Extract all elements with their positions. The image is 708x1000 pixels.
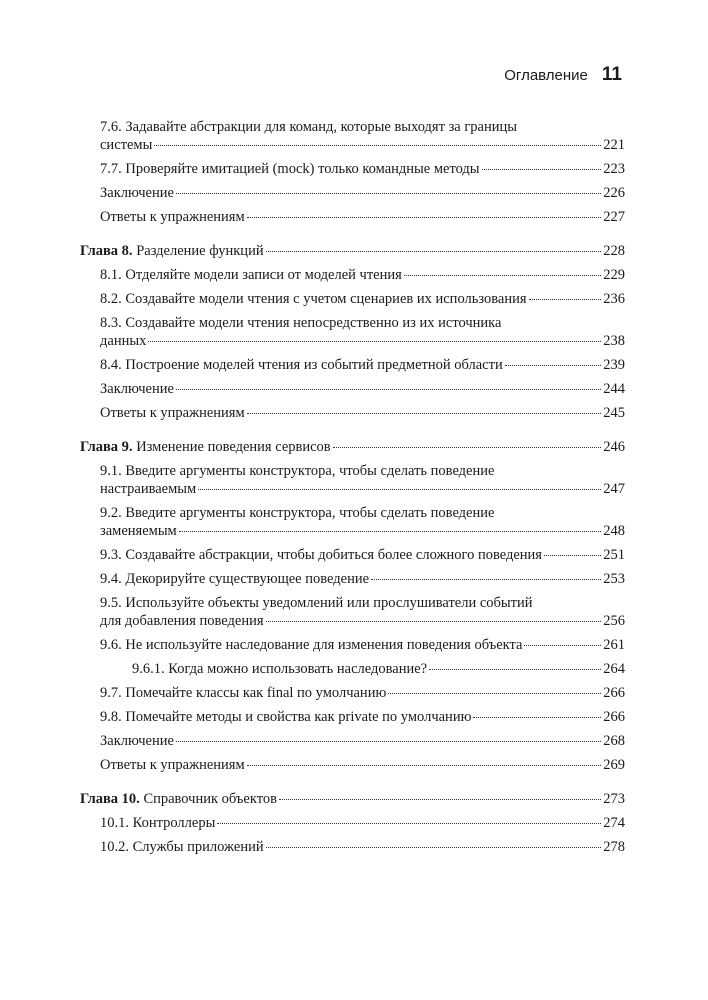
toc-entry[interactable] <box>80 756 625 774</box>
toc-entry[interactable] <box>80 266 625 284</box>
toc-page-number: 253 <box>603 571 625 587</box>
dot-leader <box>148 341 601 342</box>
toc-page-number: 223 <box>603 161 625 177</box>
dot-leader <box>247 765 602 766</box>
toc-entry-text: данных <box>100 333 147 349</box>
toc-entry[interactable] <box>80 684 625 702</box>
dot-leader <box>198 489 601 490</box>
dot-leader <box>247 413 602 414</box>
toc-page-number: 248 <box>603 523 625 539</box>
toc-entry[interactable] <box>80 732 625 750</box>
toc-entry[interactable] <box>80 504 625 540</box>
toc-entry-text: Заключение <box>100 381 174 397</box>
section-title: Оглавление <box>504 67 588 84</box>
toc-entry-text: для добавления поведения <box>100 613 264 629</box>
toc-page-number: 247 <box>603 481 625 497</box>
toc-entry[interactable] <box>80 708 625 726</box>
toc-entry-text: 9.6. Не используйте наследование для изменения поведения объекта <box>100 637 523 653</box>
chapter-label: Глава 10. <box>80 791 140 807</box>
toc-entry[interactable] <box>80 636 625 654</box>
toc-entry[interactable] <box>80 660 625 678</box>
toc-entry-text-line1: 9.2. Введите аргументы конструктора, чтобы сделать поведение <box>100 505 495 521</box>
toc-entry-text-line1: 9.1. Введите аргументы конструктора, чтобы сделать поведение <box>100 463 495 479</box>
toc-entry[interactable] <box>80 570 625 588</box>
toc-entry[interactable] <box>80 838 625 856</box>
toc-entry-text: 8.4. Построение моделей чтения из событий предметной области <box>100 357 503 373</box>
toc-entry-text: Изменение поведения сервисов <box>132 439 331 455</box>
toc-entry-text: 8.2. Создавайте модели чтения с учетом сценариев их использования <box>100 291 527 307</box>
dot-leader <box>266 621 602 622</box>
toc-entry[interactable] <box>80 290 625 308</box>
toc-entry-text: Справочник объектов <box>139 791 277 807</box>
toc-page-number: 227 <box>603 209 625 225</box>
toc-entry[interactable] <box>80 404 625 422</box>
toc-page-number: 278 <box>603 839 625 855</box>
dot-leader <box>544 555 601 556</box>
toc-page-number: 269 <box>603 757 625 773</box>
toc-chapter-entry[interactable] <box>80 242 625 260</box>
toc-entry-text: 7.7. Проверяйте имитацией (mock) только командные методы <box>100 161 480 177</box>
chapter-label: Глава 9. <box>80 439 133 455</box>
dot-leader <box>247 217 602 218</box>
toc-page-number: 266 <box>603 709 625 725</box>
dot-leader <box>524 645 601 646</box>
toc-entry-text-line1: 8.3. Создавайте модели чтения непосредственно из их источника <box>100 315 502 331</box>
table-of-contents <box>80 118 625 862</box>
toc-page-number: 228 <box>603 243 625 259</box>
dot-leader <box>179 531 602 532</box>
toc-chapter-entry[interactable] <box>80 438 625 456</box>
dot-leader <box>176 193 601 194</box>
toc-entry[interactable] <box>80 118 625 154</box>
toc-entry-text: 9.7. Помечайте классы как final по умолчанию <box>100 685 387 701</box>
toc-entry-text: 8.1. Отделяйте модели записи от моделей чтения <box>100 267 402 283</box>
toc-page-number: 221 <box>603 137 625 153</box>
toc-entry-text: 10.2. Службы приложений <box>100 839 264 855</box>
page-number: 11 <box>601 64 622 85</box>
toc-page-number: 238 <box>603 333 625 349</box>
toc-page-number: 251 <box>603 547 625 563</box>
chapter-gap <box>80 428 625 438</box>
dot-leader <box>505 365 602 366</box>
dot-leader <box>176 741 601 742</box>
toc-page-number: 236 <box>603 291 625 307</box>
dot-leader <box>154 145 601 146</box>
toc-page-number: 273 <box>603 791 625 807</box>
toc-entry[interactable] <box>80 380 625 398</box>
toc-entry[interactable] <box>80 462 625 498</box>
toc-entry-text: 9.3. Создавайте абстракции, чтобы добиться более сложного поведения <box>100 547 542 563</box>
toc-entry-text-line1: 9.5. Используйте объекты уведомлений или прослушиватели событий <box>100 595 533 611</box>
dot-leader <box>217 823 601 824</box>
toc-entry[interactable] <box>80 546 625 564</box>
toc-entry[interactable] <box>80 594 625 630</box>
toc-page-number: 256 <box>603 613 625 629</box>
toc-page-number: 226 <box>603 185 625 201</box>
running-header <box>504 64 622 86</box>
toc-page-number: 261 <box>603 637 625 653</box>
toc-page-number: 274 <box>603 815 625 831</box>
toc-page-number: 246 <box>603 439 625 455</box>
toc-entry-text: Ответы к упражнениям <box>100 405 245 421</box>
dot-leader <box>266 847 602 848</box>
toc-page-number: 266 <box>603 685 625 701</box>
toc-page-number: 245 <box>603 405 625 421</box>
toc-entry-text: 9.4. Декорируйте существующее поведение <box>100 571 370 587</box>
toc-entry[interactable] <box>80 160 625 178</box>
toc-entry-text: 9.8. Помечайте методы и свойства как private по умолчанию <box>100 709 472 725</box>
toc-entry-text: 9.6.1. Когда можно использовать наследование? <box>132 661 428 677</box>
toc-entry-text: системы <box>100 137 153 153</box>
toc-entry-text: настраиваемым <box>100 481 197 497</box>
dot-leader <box>371 579 601 580</box>
dot-leader <box>388 693 601 694</box>
toc-page-number: 244 <box>603 381 625 397</box>
toc-entry[interactable] <box>80 208 625 226</box>
toc-entry[interactable] <box>80 184 625 202</box>
dot-leader <box>266 251 602 252</box>
toc-entry-text: Ответы к упражнениям <box>100 757 245 773</box>
toc-entry[interactable] <box>80 814 625 832</box>
dot-leader <box>473 717 601 718</box>
toc-entry[interactable] <box>80 314 625 350</box>
toc-chapter-entry[interactable] <box>80 790 625 808</box>
dot-leader <box>333 447 602 448</box>
chapter-gap <box>80 232 625 242</box>
dot-leader <box>279 799 601 800</box>
chapter-label: Глава 8. <box>80 243 133 259</box>
toc-entry-text: Разделение функций <box>132 243 264 259</box>
toc-page-number: 229 <box>603 267 625 283</box>
dot-leader <box>404 275 601 276</box>
toc-entry-text: Ответы к упражнениям <box>100 209 245 225</box>
dot-leader <box>529 299 602 300</box>
toc-entry-text: Заключение <box>100 185 174 201</box>
toc-entry-text: заменяемым <box>100 523 177 539</box>
toc-entry-text-line1: 7.6. Задавайте абстракции для команд, которые выходят за границы <box>100 119 518 135</box>
toc-page-number: 264 <box>603 661 625 677</box>
toc-page-number: 268 <box>603 733 625 749</box>
dot-leader <box>176 389 601 390</box>
dot-leader <box>429 669 601 670</box>
dot-leader <box>482 169 602 170</box>
toc-entry-text: 10.1. Контроллеры <box>100 815 216 831</box>
chapter-gap <box>80 780 625 790</box>
toc-page-number: 239 <box>603 357 625 373</box>
toc-entry-text: Заключение <box>100 733 174 749</box>
toc-entry[interactable] <box>80 356 625 374</box>
